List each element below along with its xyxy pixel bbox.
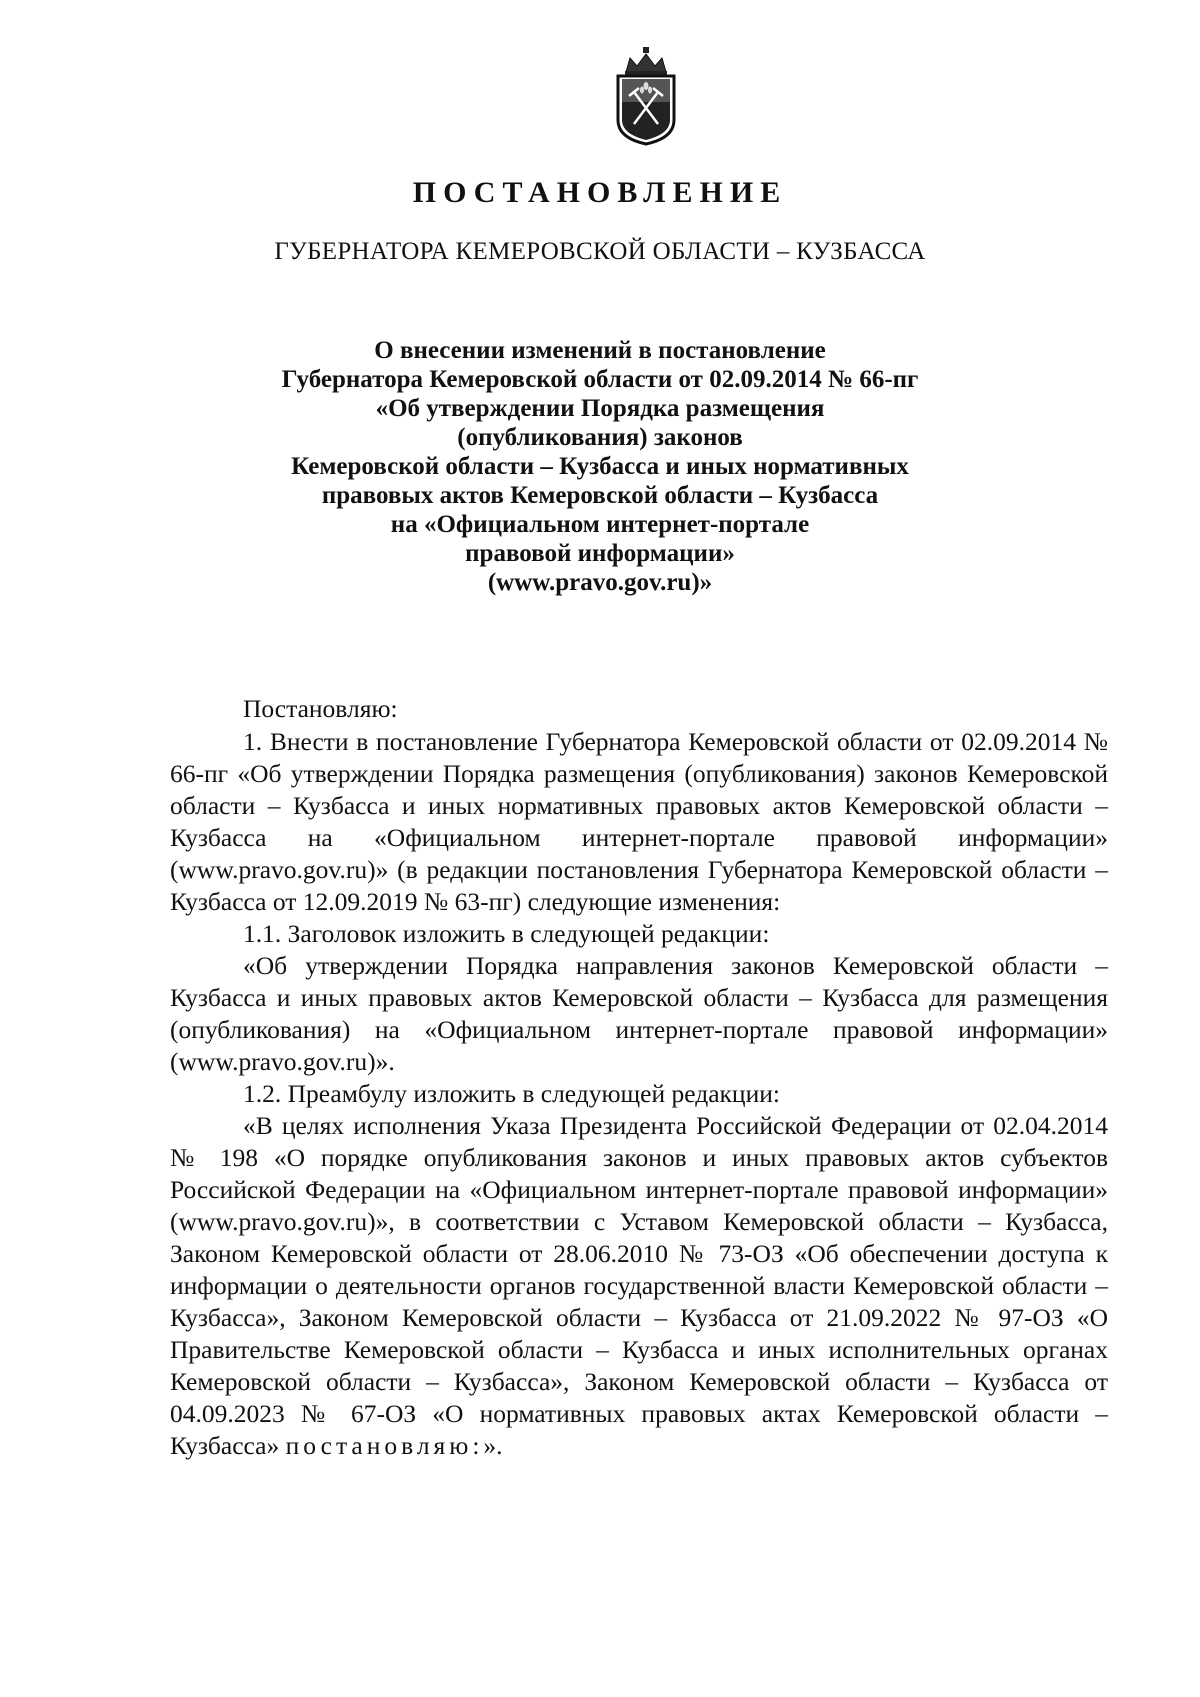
preamble-text: «В целях исполнения Указа Президента Российской Федерации от 02.04.2014 № 198 «О порядке опубликования законов и иных правовых актов субъектов Российской Федерации на «Официальном интернет-портале правовой информации» (www.pravo.gov.ru)», в соответствии с Уставом Кемеровской области – Кузбасса, Законом Кемеровской области от 28.06.2010 № 73-ОЗ «Об обеспечении доступа к информации о деятельности органов государственной власти Кемеровской области – Кузбасса», Законом Кемеровской области – Кузбасса от 21.09.2022 № 97-ОЗ «О Правительстве Кемеровской области – Кузбасса и иных исполнительных органах Кемеровской области – Кузбасса», Законом Кемеровской области – Кузбасса от 04.09.2023 № 67-ОЗ «О нормативных правовых актах Кемеровской области – Кузбасса»: [170, 1111, 1108, 1460]
title-line: Кемеровской области – Кузбасса и иных нормативных: [291, 453, 909, 480]
title-line: О внесении изменений в постановление: [374, 337, 826, 364]
paragraph-1: 1. Внести в постановление Губернатора Кемеровской области от 02.09.2014 № 66-пг «Об утверждении Порядка размещения (опубликования) законов Кемеровской области – Кузбасса и иных нормативных правовых актов Кемеровской области – Кузбасса на «Официальном интернет-портале правовой информации» (www.pravo.gov.ru)» (в редакции постановления Губернатора Кемеровской области – Кузбасса от 12.09.2019 № 63-пг) следующие изменения:: [170, 727, 1108, 916]
crown-icon: [625, 47, 667, 76]
document-body: [170, 693, 1108, 1462]
preamble-spaced-word: постановляю:: [285, 1431, 484, 1460]
document-type-heading: ПОСТАНОВЛЕНИЕ: [412, 176, 788, 209]
title-line: Губернатора Кемеровской области от 02.09.2014 № 66-пг: [281, 366, 919, 393]
title-line: (www.pravo.gov.ru)»: [487, 569, 713, 596]
paragraph-1-2: 1.2. Преамбулу изложить в следующей редакции:: [243, 1079, 780, 1108]
issuer-heading: ГУБЕРНАТОРА КЕМЕРОВСКОЙ ОБЛАСТИ – КУЗБАССА: [274, 238, 926, 265]
title-line: (опубликования) законов: [457, 424, 743, 451]
title-line: на «Официальном интернет-портале: [390, 511, 810, 538]
paragraph-1-1: 1.1. Заголовок изложить в следующей редакции:: [243, 919, 770, 948]
paragraph-new-title: «Об утверждении Порядка направления законов Кемеровской области – Кузбасса и иных правовых актов Кемеровской области – Кузбасса для размещения (опубликования) на «Официальном интернет-портале правовой информации» (www.pravo.gov.ru)».: [170, 951, 1108, 1076]
title-line: правовых актов Кемеровской области – Кузбасса: [321, 482, 879, 509]
opening-word: Постановляю:: [243, 694, 398, 723]
preamble-end: ».: [483, 1431, 503, 1460]
title-line: «Об утверждении Порядка размещения: [375, 395, 825, 422]
paragraph-preamble: [170, 1110, 1108, 1462]
coat-of-arms-emblem: [612, 46, 680, 146]
title-line: правовой информации»: [465, 540, 735, 567]
document-title: [0, 336, 1200, 597]
